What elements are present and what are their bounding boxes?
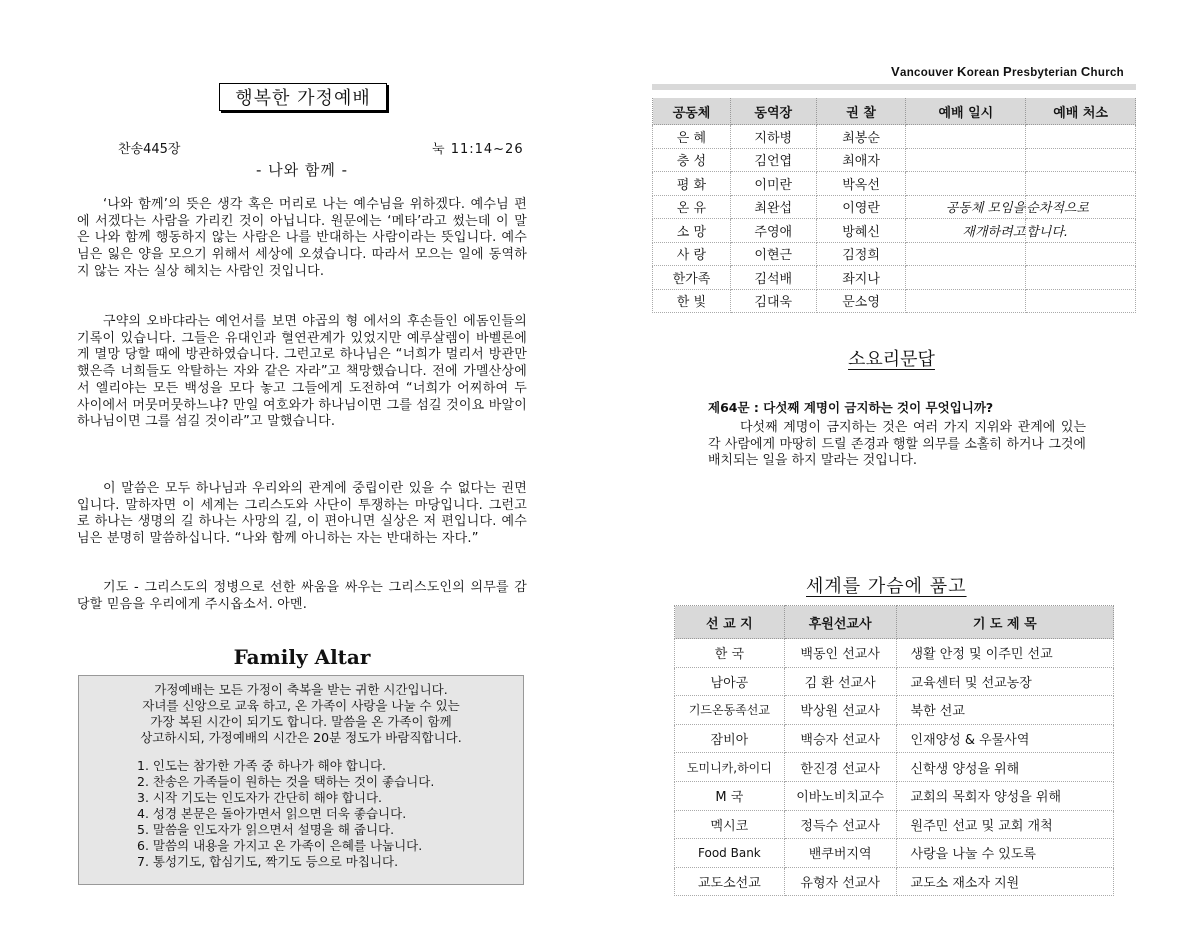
table-cell: 한 국 — [675, 639, 785, 668]
table-cell: 김석배 — [730, 266, 816, 290]
table-cell: 인재양성 & 우물사역 — [896, 724, 1113, 753]
table-cell: 남아공 — [675, 667, 785, 696]
table-row — [653, 125, 1136, 149]
family-altar-title: Family Altar — [233, 645, 371, 669]
table-cell: 한 빛 — [653, 289, 731, 313]
table-cell — [1026, 289, 1136, 313]
table-cell — [1026, 242, 1136, 266]
table-row — [675, 867, 1114, 896]
list-item: 1. 인도는 참가한 가족 중 하나가 해야 합니다. — [137, 758, 386, 773]
list-item: 3. 시작 기도는 인도자가 간단히 해야 합니다. — [137, 790, 383, 805]
page-title: 행복한 가정예배 — [219, 83, 387, 111]
table-cell: 은 혜 — [653, 125, 731, 149]
table-cell: 재개하려고 — [906, 219, 1026, 243]
catechism-title: 소요리문답 — [848, 349, 935, 370]
table-cell: 충 성 — [653, 148, 731, 172]
table-row — [675, 696, 1114, 725]
table-cell: 신학생 양성을 위해 — [896, 753, 1113, 782]
header-bar — [652, 84, 1136, 90]
table-cell — [1026, 148, 1136, 172]
table-cell: 박옥선 — [816, 172, 906, 196]
table-cell: 김 환 선교사 — [784, 667, 896, 696]
table-header-row: 선 교 지 후원선교사 기 도 제 목 — [675, 606, 1114, 639]
table-row — [675, 810, 1114, 839]
table-cell: 사 랑 — [653, 242, 731, 266]
table-cell: 한가족 — [653, 266, 731, 290]
table-cell: 최봉순 — [816, 125, 906, 149]
table-cell: Food Bank — [675, 839, 785, 868]
table-cell: 교도소 재소자 지원 — [896, 867, 1113, 896]
table-cell: 지하병 — [730, 125, 816, 149]
table-cell — [906, 266, 1026, 290]
list-item: 7. 통성기도, 합심기도, 짝기도 등으로 마칩니다. — [137, 854, 399, 869]
table-cell: 유형자 선교사 — [784, 867, 896, 896]
table-cell: 소 망 — [653, 219, 731, 243]
scripture-reference: 눅 11:14~26 — [432, 142, 524, 157]
table-cell: 북한 선교 — [896, 696, 1113, 725]
table-cell: 생활 안정 및 이주민 선교 — [896, 639, 1113, 668]
table-row — [653, 195, 1136, 219]
list-item: 2. 찬송은 가족들이 원하는 것을 택하는 것이 좋습니다. — [137, 774, 435, 789]
sermon-paragraph: 이 말씀은 모두 하나님과 우리와의 관계에 중립이란 있을 수 없다는 권면입니다. 말하자면 이 세계는 그리스도와 사단이 투쟁하는 마당입니다. 그런고로 하나는 생명의 길 하나는 사망의 길, 이 편아니면 실상은 저 편입니다. 예수님은 분명히 말씀하십니다. “나와 함께 아니하는 자는 반대하는 자다.” — [77, 481, 527, 547]
table-cell: 김정희 — [816, 242, 906, 266]
table-cell: 교회의 목회자 양성을 위해 — [896, 781, 1113, 810]
table-cell: 교육센터 및 선교농장 — [896, 667, 1113, 696]
table-cell: 이미란 — [730, 172, 816, 196]
community-table — [652, 98, 1136, 313]
table-cell: 좌지나 — [816, 266, 906, 290]
table-cell: 원주민 선교 및 교회 개척 — [896, 810, 1113, 839]
table-cell: 도미니카,하이디 — [675, 753, 785, 782]
family-altar-intro: 가정예배는 모든 가정이 축복을 받는 귀한 시간입니다. 자녀를 신앙으로 교육 하고, 온 가족이 사랑을 나눌 수 있는 가장 복된 시간이 되기도 합니다. 말씀을 온 가족이 함께 상고하시되, 가정예배의 시간은 20분 정도가 바람직합니다. — [140, 682, 462, 745]
table-cell: 김대욱 — [730, 289, 816, 313]
table-cell: 이바노비치교수 — [784, 781, 896, 810]
table-cell — [1026, 125, 1136, 149]
table-row — [675, 724, 1114, 753]
table-header-row: 공동체 동역장 권 찰 예배 일시 예배 처소 — [653, 98, 1136, 125]
table-row — [653, 242, 1136, 266]
table-cell: 밴쿠버지역 — [784, 839, 896, 868]
table-cell: 평 화 — [653, 172, 731, 196]
list-item: 6. 말씀의 내용을 가지고 온 가족이 은혜를 나눕니다. — [137, 838, 423, 853]
table-cell: 백동인 선교사 — [784, 639, 896, 668]
hymn-number: 찬송445장 — [118, 142, 181, 157]
table-cell: 이현근 — [730, 242, 816, 266]
table-row — [653, 289, 1136, 313]
table-cell: M 국 — [675, 781, 785, 810]
sermon-paragraph: 구약의 오바댜라는 예언서를 보면 야곱의 형 에서의 후손들인 에돔인들의 기록이 있습니다. 그들은 유대인과 혈연관계가 있었지만 예루살렘이 바벨론에게 멸망 당할 때에 방관하였습니다. 그런고로 하나님은 “너희가 멀리서 방관만 했은즉 너희들도 악탈하는 자와 같은 자라”고 책망했습니다. 전에 가멜산상에서 엘리야는 모든 백성을 모다 놓고 그들에게 도전하여 “너희가 어찌하여 두 사이에서 머뭇머뭇하느냐? 만일 여호와가 하나님이면 그를 섬길 것이요 바알이 하나님이면 그를 섬길 것이라”고 말했습니다. — [77, 314, 528, 430]
prayer-paragraph: 기도 - 그리스도의 정병으로 선한 싸움을 싸우는 그리스도인의 의무를 감당할 믿음을 우리에게 주시옵소서. 아멘. — [77, 580, 527, 612]
table-cell: 방혜신 — [816, 219, 906, 243]
table-row — [675, 639, 1114, 668]
table-cell — [906, 242, 1026, 266]
table-cell — [906, 172, 1026, 196]
table-cell: 김언엽 — [730, 148, 816, 172]
table-row — [675, 753, 1114, 782]
table-row — [653, 219, 1136, 243]
table-row — [653, 266, 1136, 290]
table-cell — [1026, 172, 1136, 196]
table-row — [653, 172, 1136, 196]
table-cell: 순차적으로 — [1026, 195, 1136, 219]
table-row — [675, 781, 1114, 810]
table-cell: 정득수 선교사 — [784, 810, 896, 839]
table-cell: 합니다. — [1026, 219, 1136, 243]
table-row — [653, 148, 1136, 172]
table-cell: 백승자 선교사 — [784, 724, 896, 753]
table-cell: 온 유 — [653, 195, 731, 219]
table-cell: 기드온동족선교 — [675, 696, 785, 725]
list-item: 5. 말씀을 인도자가 읽으면서 설명을 해 줍니다. — [137, 822, 395, 837]
table-cell: 주영애 — [730, 219, 816, 243]
table-cell — [906, 289, 1026, 313]
table-cell: 최애자 — [816, 148, 906, 172]
church-name: Vancouver Korean Presbyterian Church — [891, 64, 1124, 79]
table-cell — [1026, 266, 1136, 290]
mission-title: 세계를 가슴에 품고 — [806, 576, 967, 597]
table-row — [675, 839, 1114, 868]
table-cell: 문소영 — [816, 289, 906, 313]
table-cell: 박상원 선교사 — [784, 696, 896, 725]
table-cell: 잠비아 — [675, 724, 785, 753]
table-cell: 교도소선교 — [675, 867, 785, 896]
table-cell: 최완섭 — [730, 195, 816, 219]
table-cell — [906, 148, 1026, 172]
sermon-title: - 나와 함께 - — [255, 161, 349, 179]
catechism-answer: 다섯째 계명이 금지하는 것은 여러 가지 지위와 관계에 있는 각 사람에게 마땅히 드릴 존경과 행할 의무를 소홀히 하거나 그것에 배치되는 일을 하지 말라는 것입니다. — [708, 420, 1086, 468]
table-cell — [906, 125, 1026, 149]
family-altar-list — [91, 758, 511, 870]
table-cell: 멕시코 — [675, 810, 785, 839]
table-cell: 사랑을 나눌 수 있도록 — [896, 839, 1113, 868]
sermon-paragraph: ‘나와 함께’의 뜻은 생각 혹은 머리로 나는 예수님을 위하겠다. 예수님 편에 서겠다는 사람을 가리킨 것이 아닙니다. 원문에는 ‘메타’라고 썼는데 이 말은 나와 함께 행동하지 않는 사람은 나를 반대하는 사람이라는 뜻입니다. 예수님은 잃은 양을 모으기 위해서 세상에 오셨습니다. 따라서 모으는 일에 동역하지 않는 자는 실상 헤치는 사람인 것입니다. — [77, 197, 527, 279]
list-item: 4. 성경 본문은 돌아가면서 읽으면 더욱 좋습니다. — [137, 806, 407, 821]
table-cell: 이영란 — [816, 195, 906, 219]
table-row — [675, 667, 1114, 696]
catechism-question: 제64문 : 다섯째 계명이 금지하는 것이 무엇입니까? — [708, 400, 994, 415]
table-cell: 공동체 모임을 — [906, 195, 1026, 219]
family-altar-box — [78, 675, 524, 885]
mission-table — [674, 605, 1114, 896]
table-cell: 한진경 선교사 — [784, 753, 896, 782]
